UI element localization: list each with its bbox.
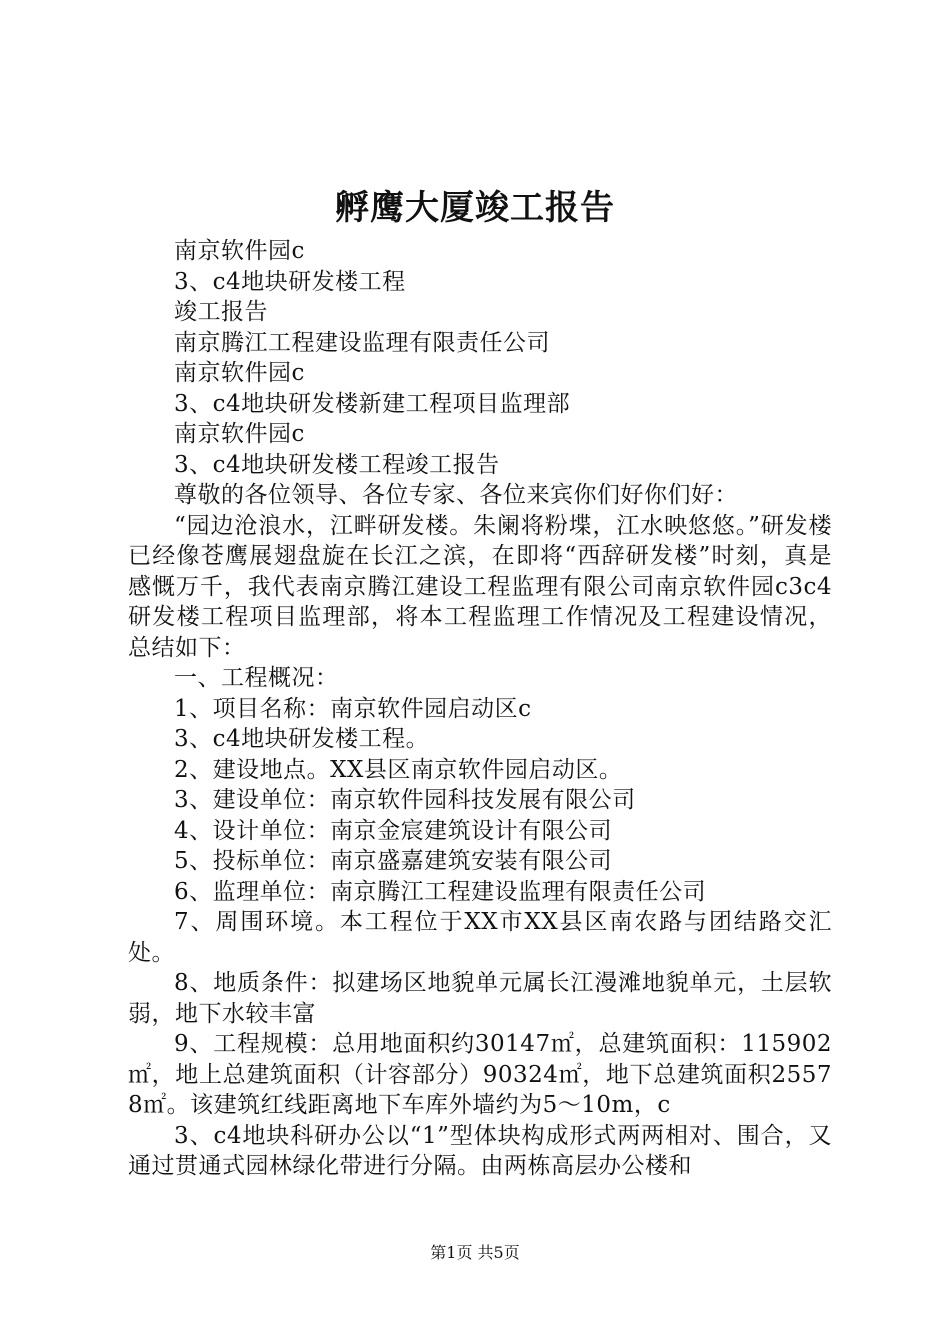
paragraph: 尊敬的各位领导、各位专家、各位来宾你们好你们好： [174,482,738,508]
paragraph: 7、周围环境。本工程位于XX市XX县区南农路与团结路交汇处。 [128,909,832,966]
paragraph: 3、c4地块研发楼新建工程项目监理部 [174,390,571,417]
page-footer: 第1页 共5页 [430,1243,520,1262]
paragraph: “园边沧浪水，江畔研发楼。朱阑将粉堞，江水映悠悠。”研发楼已经像苍鹰展翅盘旋在长江之滨，在即将“西辞研发楼”时刻，真是感慨万千，我代表南京腾江建设工程监理有限公司南京软件园c3c4研发楼工程项目监理部，将本工程监理工作情况及工程建设情况，总结如下： [128,512,832,661]
paragraph: 8、地质条件：拟建场区地貌单元属长江漫滩地貌单元，土层软弱，地下水较丰富 [128,970,832,1027]
paragraph: 3、c4地块科研办公以“1”型体块构成形式两两相对、围合，又通过贯通式园林绿化带进行分隔。由两栋高层办公楼和 [128,1122,832,1179]
paragraph: 6、监理单位：南京腾江工程建设监理有限责任公司 [174,878,707,905]
paragraph: 2、建设地点。XX县区南京软件园启动区。 [174,756,623,783]
paragraph: 南京软件园c [174,238,305,264]
paragraph: 1、项目名称：南京软件园启动区c [174,695,532,722]
document-title: 孵鹰大厦竣工报告 [335,188,615,228]
paragraph: 竣工报告 [174,299,268,325]
paragraph: 3、建设单位：南京软件园科技发展有限公司 [174,787,636,813]
document-body [128,236,832,1182]
paragraph: 3、c4地块研发楼工程竣工报告 [174,451,500,478]
paragraph: 3、c4地块研发楼工程。 [174,726,430,752]
paragraph: 南京软件园c [174,360,305,386]
paragraph: 5、投标单位：南京盛嘉建筑安装有限公司 [174,848,613,874]
paragraph: 9、工程规模：总用地面积约30147㎡，总建筑面积：115902㎡，地上总建筑面积（计容部分）90324㎡，地下总建筑面积25578㎡。该建筑红线距离地下车库外墙约为5～10m，c [128,1031,832,1118]
paragraph: 3、c4地块研发楼工程 [174,268,406,295]
paragraph: 4、设计单位：南京金宸建筑设计有限公司 [174,817,613,844]
paragraph: 南京腾江工程建设监理有限责任公司 [174,329,550,356]
paragraph: 一、工程概况： [174,665,339,691]
paragraph: 南京软件园c [174,421,305,447]
